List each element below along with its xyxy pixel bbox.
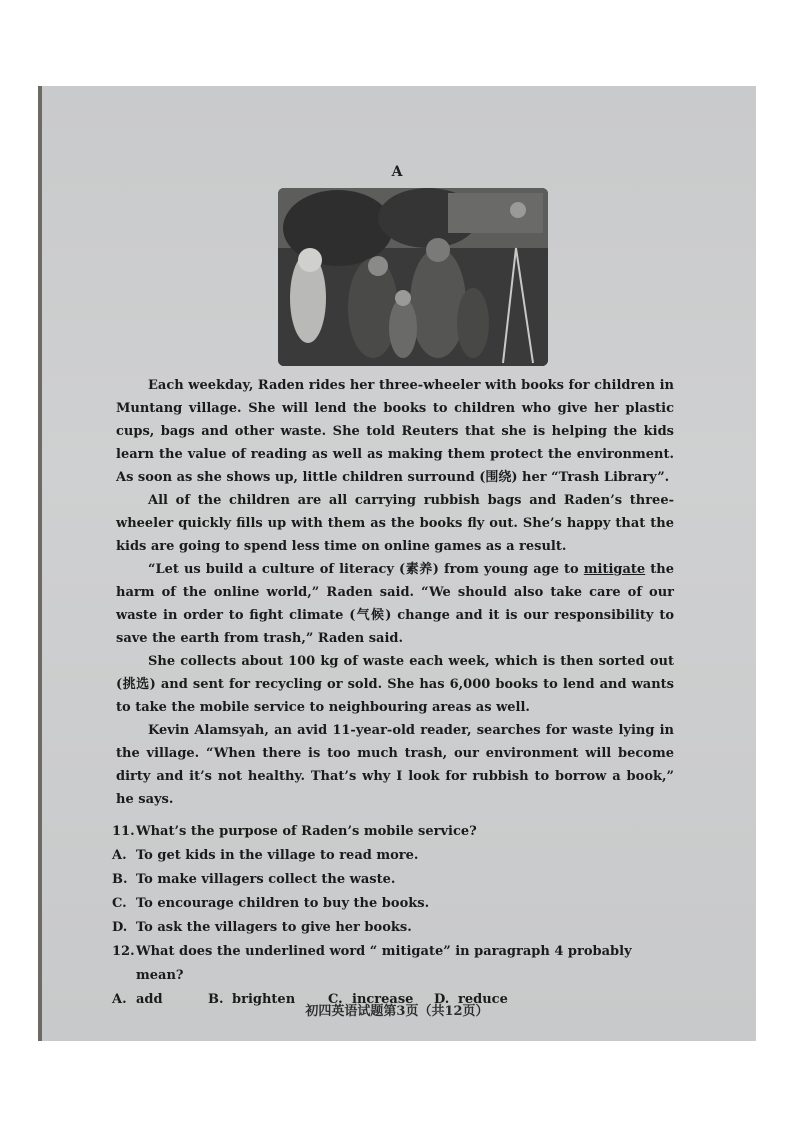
paragraph: She collects about 100 kg of waste each week, which is then sorted out (挑选) and sent for recycling or sold. She has 6,000 books to lend and wants to take the mobile service to neighbouring areas as well.: [116, 654, 674, 715]
question-text: What does the underlined word “ mitigate” in paragraph 4 probably mean?: [136, 944, 632, 983]
article-photo: [278, 188, 548, 366]
option-text: increase: [352, 992, 414, 1007]
option: [112, 892, 672, 916]
option-text: reduce: [458, 992, 508, 1007]
question-11: [112, 820, 672, 844]
option-letter: B.: [208, 992, 224, 1007]
question-12: [112, 940, 672, 988]
question-text: What’s the purpose of Raden’s mobile service?: [136, 824, 477, 839]
option-letter: C.: [112, 896, 127, 911]
option: [112, 844, 672, 868]
option-letter: D.: [112, 920, 128, 935]
option-text: To encourage children to buy the books.: [136, 896, 430, 911]
option-letter: A.: [112, 848, 127, 863]
option-letter: A.: [112, 992, 127, 1007]
option-letter: C.: [328, 992, 343, 1007]
option-text: To get kids in the village to read more.: [136, 848, 419, 863]
paragraph: Kevin Alamsyah, an avid 11-year-old reader, searches for waste lying in the village. “When there is too much trash, our environment will become dirty and it’s not healthy. That’s why I look for rubbish to borrow a book,” he says.: [116, 723, 674, 807]
option-text: add: [136, 992, 163, 1007]
option-text: To ask the villagers to give her books.: [136, 920, 412, 935]
paragraph-text: the harm of the online world,” Raden said. “We should also take care of our waste in order to fight climate (气候) change and it is our responsibility to save the earth from trash,” Raden said.: [116, 562, 674, 646]
classroom-photo-icon: [278, 188, 548, 366]
paragraph: [116, 558, 674, 650]
page-footer: 初四英语试题第3页（共12页）: [305, 1004, 489, 1019]
paragraph: Each weekday, Raden rides her three-wheeler with books for children in Muntang village. She will lend the books to children who give her plastic cups, bags and other waste. She told Reuters that she is helping the kids learn the value of reading as well as making them protect the environment. As soon as she shows up, little children surround (围绕) her “Trash Library”.: [116, 378, 674, 485]
section-heading: A: [391, 164, 403, 180]
reading-passage: [116, 374, 674, 811]
underlined-word: mitigate: [583, 562, 646, 577]
questions-block: [112, 820, 672, 1012]
option: [112, 868, 672, 892]
option-text: brighten: [232, 992, 296, 1007]
page-edge: [38, 86, 42, 1041]
paragraph-text: “Let us build a culture of literacy (素养) from young age to: [148, 562, 584, 577]
option-text: To make villagers collect the waste.: [136, 872, 396, 887]
option-letter: B.: [112, 872, 128, 887]
question-number: 11.: [112, 824, 135, 839]
option-letter: D.: [434, 992, 450, 1007]
question-number: 12.: [112, 944, 135, 959]
option: [112, 916, 672, 940]
paragraph: All of the children are all carrying rubbish bags and Raden’s three-wheeler quickly fills up with them as the books fly out. She’s happy that the kids are going to spend less time on online games as a result.: [116, 493, 674, 554]
